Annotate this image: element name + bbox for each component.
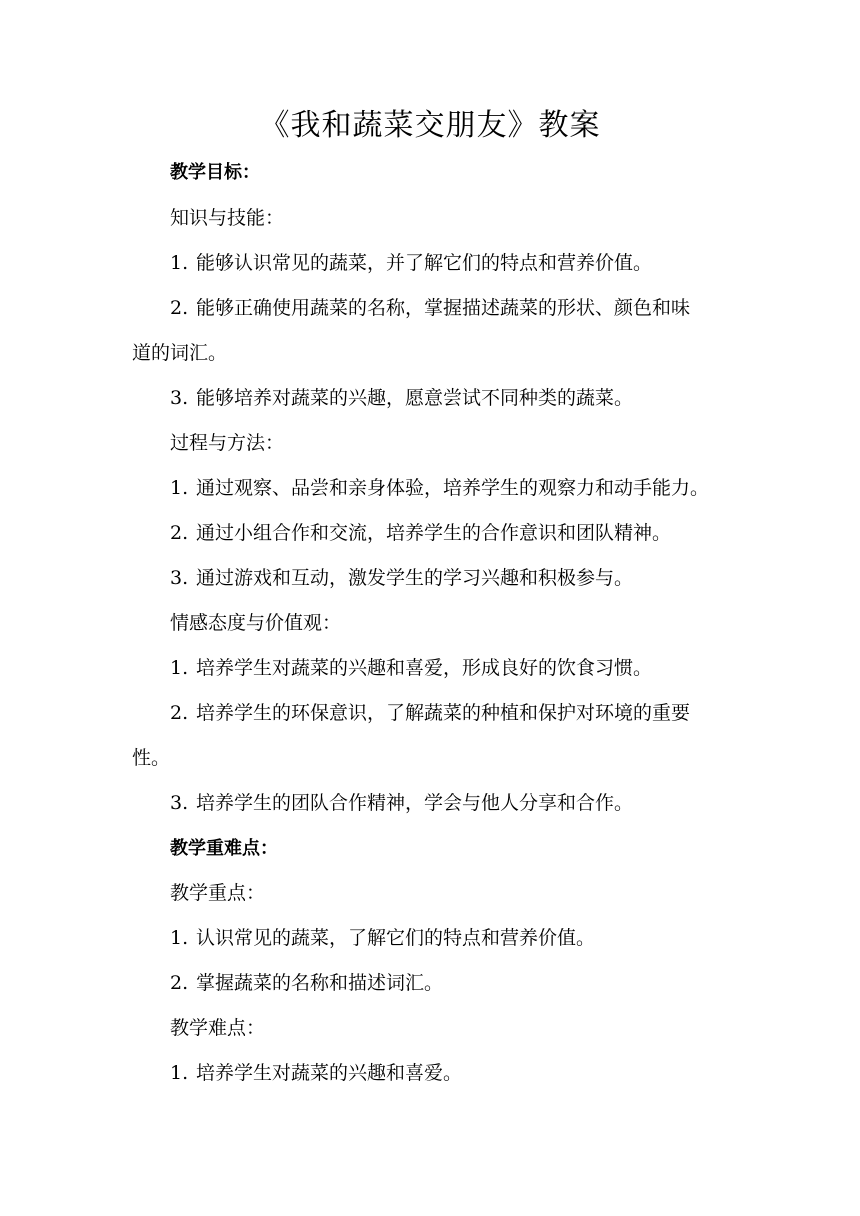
section-heading-objectives: 教学目标：: [170, 162, 260, 183]
list-item: [170, 969, 770, 997]
item-number: 3.: [170, 792, 189, 814]
item-number: 3.: [170, 387, 189, 409]
list-item: [170, 384, 770, 412]
list-item: [170, 474, 770, 502]
item-number: 2.: [170, 972, 189, 994]
list-item: [170, 249, 770, 277]
list-item: [170, 564, 770, 592]
item-text-continuation: 道的词汇。: [132, 342, 228, 364]
list-item: [170, 789, 770, 817]
item-text: 能够正确使用蔬菜的名称，掌握描述蔬菜的形状、颜色和味: [196, 297, 691, 319]
item-text: 能够认识常见的蔬菜，并了解它们的特点和营养价值。: [196, 252, 653, 274]
list-item: [170, 1059, 770, 1087]
subsection-label-process: 过程与方法：: [170, 432, 285, 454]
section-heading-key-points: 教学重难点：: [170, 838, 278, 859]
item-text: 培养学生的环保意识，了解蔬菜的种植和保护对环境的重要: [196, 702, 691, 724]
subsection-label-attitude: 情感态度与价值观：: [170, 612, 342, 634]
item-number: 2.: [170, 522, 189, 544]
item-text: 能够培养对蔬菜的兴趣，愿意尝试不同种类的蔬菜。: [196, 387, 634, 409]
item-text: 培养学生对蔬菜的兴趣和喜爱。: [196, 1062, 463, 1084]
item-text: 通过小组合作和交流，培养学生的合作意识和团队精神。: [196, 522, 672, 544]
subsection-label-knowledge: 知识与技能：: [170, 207, 285, 229]
subsection-label-difficulty: 教学难点：: [170, 1017, 266, 1039]
item-number: 1.: [170, 252, 189, 274]
item-text-continuation: 性。: [132, 747, 171, 769]
list-item: [170, 924, 770, 952]
item-number: 2.: [170, 297, 189, 319]
item-number: 3.: [170, 567, 189, 589]
item-text: 培养学生的团队合作精神，学会与他人分享和合作。: [196, 792, 634, 814]
list-item: [170, 654, 770, 682]
item-text: 认识常见的蔬菜，了解它们的特点和营养价值。: [196, 927, 596, 949]
list-item: [170, 699, 770, 727]
item-text: 培养学生对蔬菜的兴趣和喜爱，形成良好的饮食习惯。: [196, 657, 653, 679]
item-number: 2.: [170, 702, 189, 724]
item-number: 1.: [170, 1062, 189, 1084]
document-title: 《我和蔬菜交朋友》教案: [259, 108, 601, 143]
list-item: [170, 519, 770, 547]
item-number: 1.: [170, 477, 189, 499]
subsection-label-focus: 教学重点：: [170, 882, 266, 904]
item-number: 1.: [170, 657, 189, 679]
item-text: 通过观察、品尝和亲身体验，培养学生的观察力和动手能力。: [196, 477, 710, 499]
item-text: 通过游戏和互动，激发学生的学习兴趣和积极参与。: [196, 567, 634, 589]
list-item: [170, 294, 770, 322]
item-number: 1.: [170, 927, 189, 949]
item-text: 掌握蔬菜的名称和描述词汇。: [196, 972, 444, 994]
